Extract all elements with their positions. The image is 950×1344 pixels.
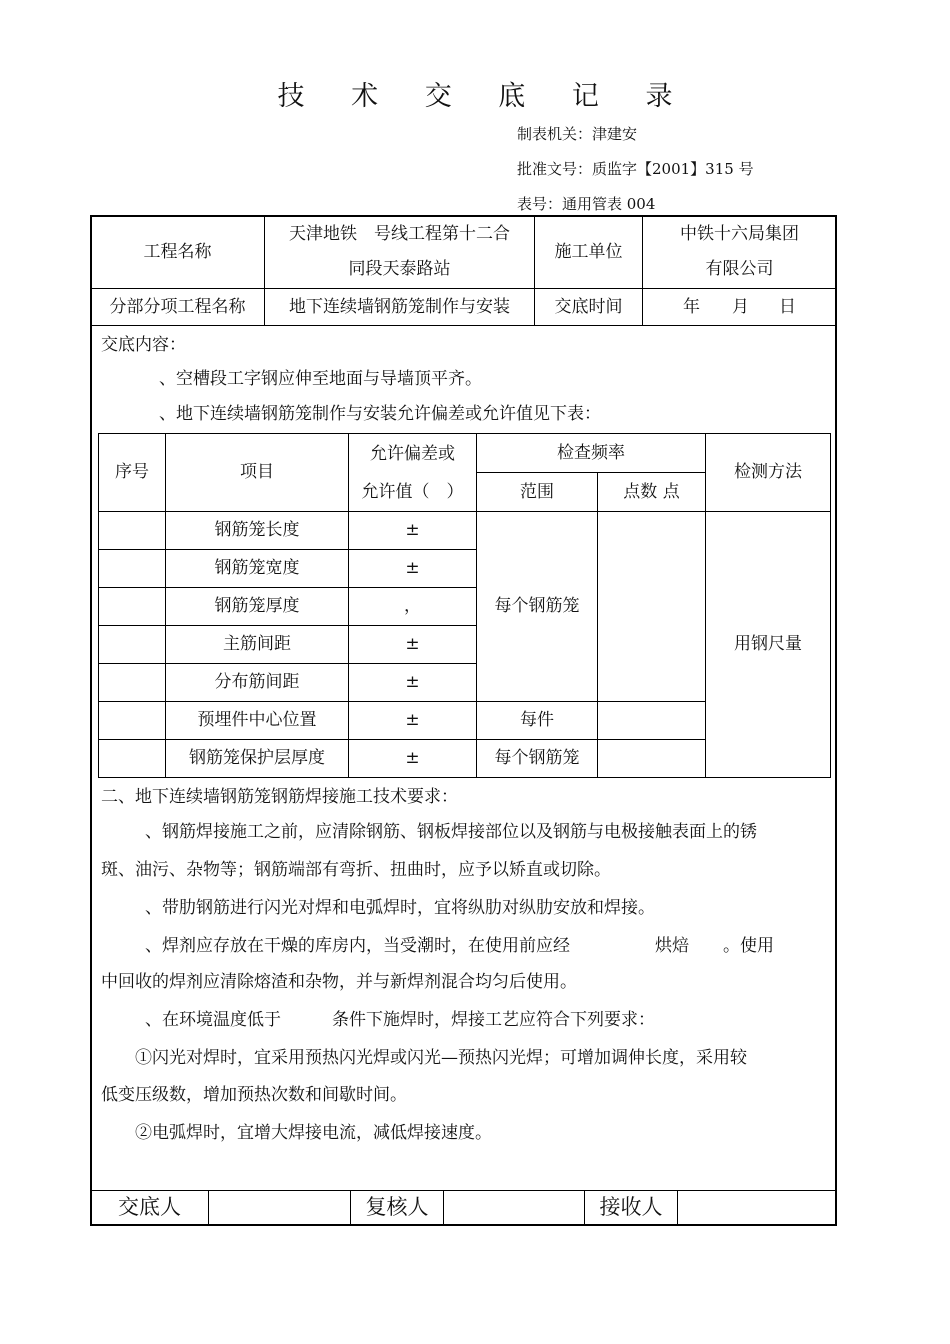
- project-name-label: 工程名称: [143, 241, 212, 262]
- section2-p6: ②电弧焊时，宜增大焊接电流，减低焊接速度。: [135, 1123, 492, 1143]
- content-item-2: 、地下连续墙钢筋笼制作与安装允许偏差或允许值见下表：: [159, 404, 601, 424]
- table-row-tolerance: ，: [404, 595, 421, 616]
- project-name-line2: 同段天泰路站: [348, 259, 451, 279]
- subproject-label: 分部分项工程名称: [109, 296, 246, 317]
- section2-p3-line2: 中回收的焊剂应清除熔渣和杂物，并与新焊剂混合均匀后使用。: [101, 972, 577, 992]
- contractor-value: [643, 216, 836, 288]
- date-day: 日: [779, 296, 796, 317]
- section2-p4: 、在环境温度低于 条件下施焊时，焊接工艺应符合下列要求：: [145, 1010, 655, 1030]
- col-header-tolerance-line2: 允许值（ ）: [361, 481, 464, 502]
- signature-receiver-field[interactable]: [678, 1190, 836, 1225]
- date-year: 年: [683, 296, 700, 317]
- section2-heading: 二、地下连续墙钢筋笼钢筋焊接施工技术要求：: [101, 787, 458, 807]
- method-value: 用钢尺量: [734, 633, 802, 654]
- project-name-line1: 天津地铁 号线工程第十二合: [289, 224, 510, 244]
- table-row-tolerance: ±: [405, 633, 420, 654]
- subproject-value: 地下连续墙钢筋笼制作与安装: [289, 296, 510, 317]
- col-header-no: 序号: [115, 462, 149, 482]
- range-group-1: 每个钢筋笼: [494, 595, 580, 616]
- signature-receiver-label: 接收人: [599, 1195, 663, 1219]
- table-row-item: 钢筋笼长度: [214, 519, 300, 540]
- divider: [91, 325, 836, 326]
- contractor-label: 施工单位: [554, 241, 623, 262]
- col-header-points: 点数 点: [623, 481, 680, 502]
- form-number: 表号：通用管表 004: [517, 195, 656, 213]
- date-value: [643, 289, 836, 325]
- page-title: 技 术 交 底 记 录: [277, 81, 692, 112]
- col-header-tolerance: [349, 434, 476, 511]
- col-header-item: 项目: [240, 462, 274, 482]
- table-row-item: 分布筋间距: [214, 671, 300, 692]
- signature-reviewer-field[interactable]: [444, 1190, 584, 1225]
- date-month: 月: [732, 296, 749, 317]
- table-row-tolerance: ±: [405, 519, 420, 540]
- section2-p3-line1: 、焊剂应存放在干燥的库房内，当受潮时，在使用前应经 烘焙 。使用: [145, 936, 774, 956]
- range-group-2: 每件: [520, 709, 554, 730]
- contractor-line1: 中铁十六局集团: [680, 224, 799, 244]
- date-label: 交底时间: [554, 296, 623, 317]
- col-header-method: 检测方法: [734, 462, 802, 482]
- project-name-value: [265, 216, 534, 288]
- content-item-1: 、空槽段工字钢应伸至地面与导墙顶平齐。: [159, 369, 482, 389]
- col-header-range: 范围: [520, 481, 554, 502]
- table-row-tolerance: ±: [405, 557, 420, 578]
- divider: [597, 472, 598, 777]
- signature-reviewer-label: 复核人: [365, 1195, 429, 1219]
- section2-p1-line1: 、钢筋焊接施工之前，应清除钢筋、钢板焊接部位以及钢筋与电极接触表面上的锈: [145, 822, 757, 842]
- form-issuer: 制表机关：津建安: [517, 125, 638, 143]
- table-row-item: 预埋件中心位置: [197, 709, 317, 730]
- table-row-tolerance: ±: [405, 709, 420, 730]
- table-row-item: 钢筋笼保护层厚度: [189, 747, 325, 768]
- section2-p5-line1: ①闪光对焊时，宜采用预热闪光焊或闪光—预热闪光焊；可增加调伸长度，采用较: [135, 1048, 747, 1068]
- contractor-line2: 有限公司: [705, 259, 774, 279]
- content-label: 交底内容：: [101, 335, 186, 355]
- section2-p2: 、带肋钢筋进行闪光对焊和电弧焊时，宜将纵肋对纵肋安放和焊接。: [145, 898, 655, 918]
- table-row-item: 钢筋笼宽度: [214, 557, 300, 578]
- table-row-item: 钢筋笼厚度: [214, 595, 300, 616]
- table-row-item: 主筋间距: [223, 633, 291, 654]
- approval-number: 批准文号：质监字【2001】315 号: [517, 160, 754, 178]
- signature-giver-field[interactable]: [209, 1190, 350, 1225]
- section2-p5-line2: 低变压级数，增加预热次数和间歇时间。: [101, 1085, 407, 1105]
- table-row-tolerance: ±: [405, 747, 420, 768]
- col-header-frequency: 检查频率: [557, 442, 625, 463]
- col-header-tolerance-line1: 允许偏差或: [370, 443, 455, 464]
- signature-giver-label: 交底人: [118, 1195, 181, 1219]
- section2-p1-line2: 斑、油污、杂物等；钢筋端部有弯折、扭曲时，应予以矫直或切除。: [101, 860, 611, 880]
- table-row-tolerance: ±: [405, 671, 420, 692]
- range-group-3: 每个钢筋笼: [494, 747, 580, 768]
